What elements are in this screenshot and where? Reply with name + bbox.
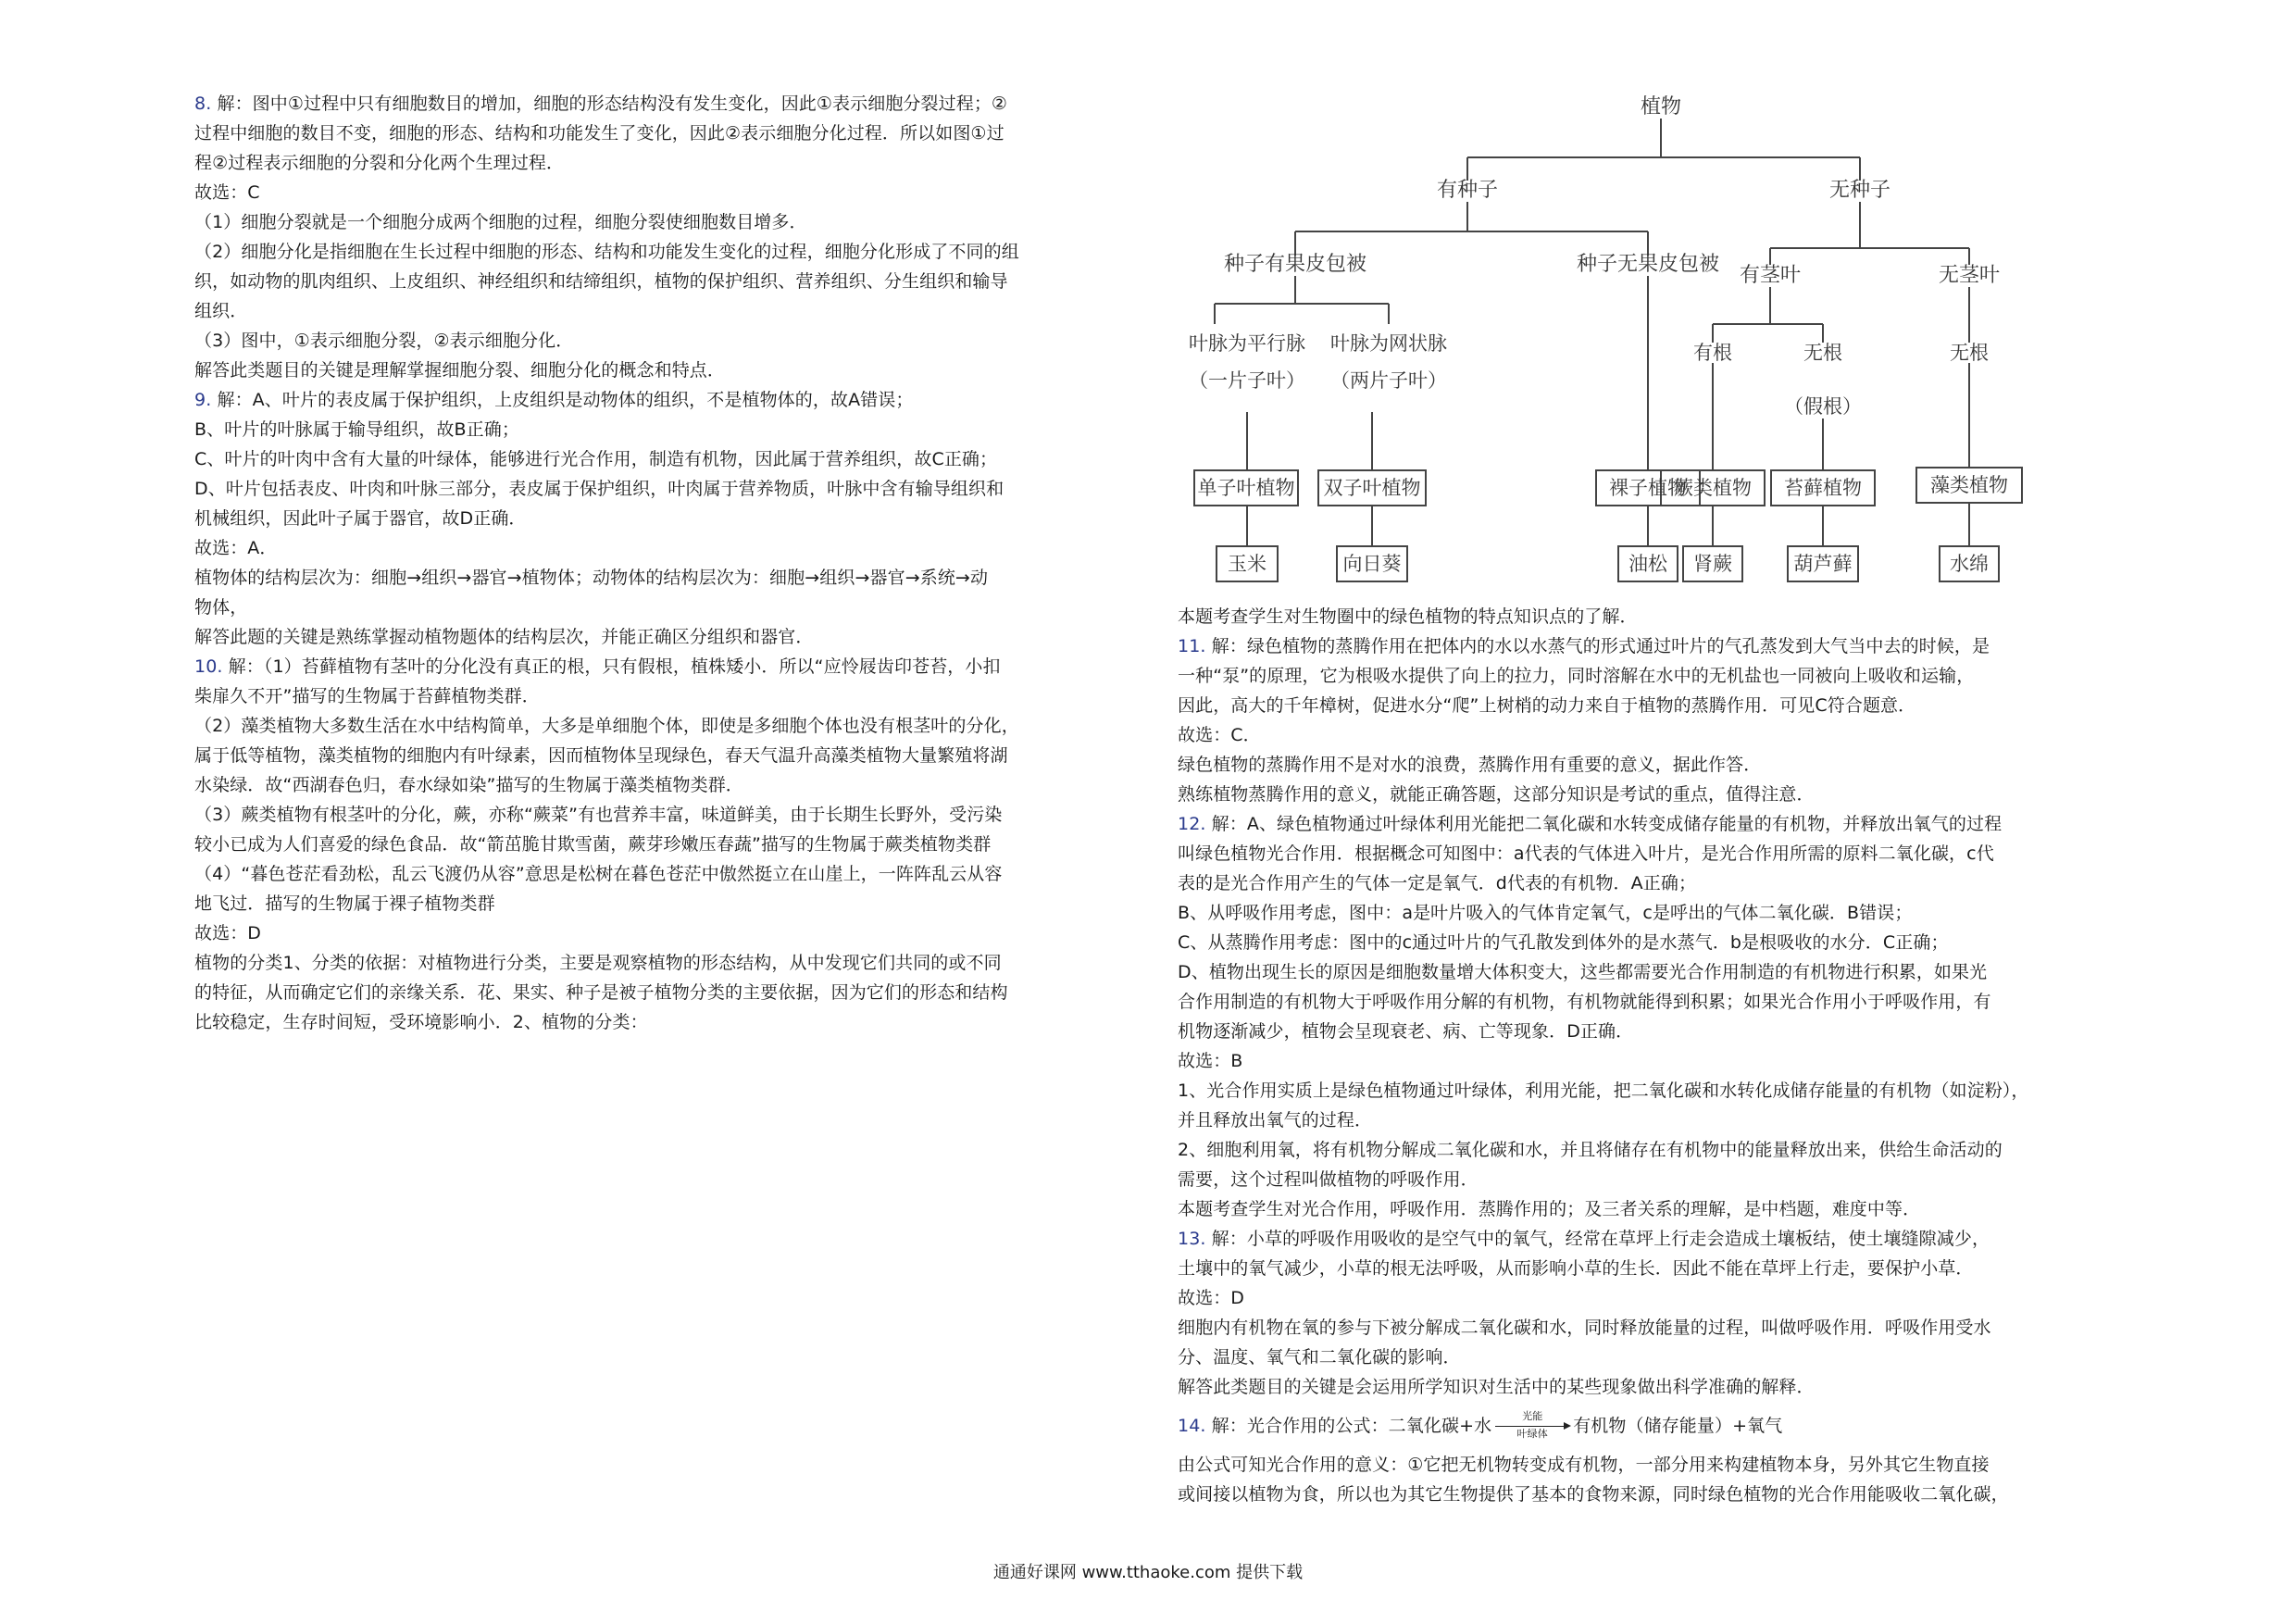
text-line <box>1178 1283 2131 1313</box>
line-text: 绿色植物的蒸腾作用不是对水的浪费，蒸腾作用有重要的意义，据此作答． <box>1178 755 1762 775</box>
text-line <box>194 622 1139 652</box>
group-boxes <box>1194 468 2022 506</box>
text-line <box>194 444 1139 474</box>
text-line <box>194 948 1139 978</box>
line-text: 熟练植物蒸腾作用的意义，就能正确答题，这部分知识是考试的重点，值得注意． <box>1178 784 1815 805</box>
text-line <box>194 800 1139 830</box>
text-line <box>1178 1224 2131 1254</box>
line-text: 解答此类题目的关键是会运用所学知识对生活中的某些现象做出科学准确的解释． <box>1178 1377 1815 1397</box>
text-line <box>1178 661 2131 691</box>
text-line <box>194 1007 1139 1037</box>
tree-net: 叶脉为网状脉 <box>1330 332 1447 355</box>
text-line <box>194 207 1139 237</box>
line-text: 故选：D <box>194 923 262 943</box>
text-line <box>194 770 1139 800</box>
line-text: 土壤中的氧气减少，小草的根无法呼吸，从而影响小草的生长．因此不能在草坪上行走，要保护小草． <box>1178 1258 1974 1279</box>
text-line <box>1178 1313 2131 1343</box>
line-text: 1、光合作用实质上是绿色植物通过叶绿体，利用光能，把二氧化碳和水转化成储存能量的有机物（如淀粉）， <box>1178 1081 2029 1101</box>
text-line <box>194 918 1139 948</box>
question-number: 12. <box>1178 814 1206 834</box>
line-text: 植物的分类1、分类的依据：对植物进行分类，主要是观察植物的形态结构，从中发现它们共同的或不同 <box>194 953 1002 973</box>
example-pine: 油松 <box>1628 553 1667 575</box>
line-text: 属于低等植物，藻类植物的细胞内有叶绿素，因而植物体呈现绿色，春天气温升高藻类植物大量繁殖将湖 <box>194 745 1008 766</box>
reaction-arrow <box>1495 1409 1569 1442</box>
line-text: 故选：C <box>194 182 260 203</box>
line-text: 2、细胞利用氧，将有机物分解成二氧化碳和水，并且将储存在有机物中的能量释放出来，供给生命活动的 <box>1178 1140 2003 1160</box>
tree-stemleaf: 有茎叶 <box>1739 264 1802 287</box>
question-number: 10. <box>194 656 223 677</box>
text-line <box>1178 1046 2131 1076</box>
text-line <box>1178 1194 2131 1224</box>
text-line <box>1178 928 2131 957</box>
text-line <box>1178 750 2131 780</box>
line-text: 解：小草的呼吸作用吸收的是空气中的氧气，经常在草坪上行走会造成土壤板结，使土壤缝隙减少， <box>1205 1229 1990 1249</box>
tree-angio: 种子有果皮包被 <box>1223 253 1367 276</box>
text-line <box>194 681 1139 711</box>
page-footer: 通通好课网 www.tthaoke.com 提供下载 <box>992 1563 1304 1582</box>
group-gymnosperm: 裸子植物 <box>1609 477 1687 499</box>
line-text: 故选：C． <box>1178 725 1261 745</box>
line-text: （1）细胞分裂就是一个细胞分成两个细胞的过程，细胞分裂使细胞数目增多． <box>194 212 807 232</box>
text-line <box>1178 1165 2131 1194</box>
line-text: 并且释放出氧气的过程． <box>1178 1110 1373 1131</box>
text-line <box>1178 839 2131 868</box>
text-line <box>1178 1106 2131 1135</box>
q14-prefix: 解：光合作用的公式：二氧化碳+水 <box>1205 1416 1492 1436</box>
text-line <box>194 504 1139 533</box>
line-text: 本题考查学生对生物圈中的绿色植物的特点知识点的了解． <box>1178 606 1638 627</box>
example-fern: 肾蕨 <box>1693 553 1732 575</box>
tree-parallel: 叶脉为平行脉 <box>1189 332 1305 355</box>
text-line <box>194 474 1139 504</box>
line-text: 水染绿．故“西湖春色归，春水绿如染”描写的生物属于藻类植物类群． <box>194 775 743 795</box>
tree-root: 植物 <box>1640 95 1682 119</box>
text-line <box>1178 898 2131 928</box>
text-line <box>1178 720 2131 750</box>
group-dicot: 双子叶植物 <box>1323 477 1421 499</box>
tree-parallel-sub: （一片子叶） <box>1189 369 1305 392</box>
line-text: 组织． <box>194 301 248 321</box>
text-line <box>194 593 1139 622</box>
line-text: 织，如动物的肌肉组织、上皮组织、神经组织和结缔组织，植物的保护组织、营养组织、分生组织和输导 <box>194 271 1008 292</box>
line-text: 或间接以植物为食，所以也为其它生物提供了基本的食物来源，同时绿色植物的光合作用能吸收二氧化碳， <box>1178 1484 2009 1505</box>
line-text: 需要，这个过程叫做植物的呼吸作用． <box>1178 1169 1479 1190</box>
right-column <box>1178 602 2131 1509</box>
tree-root-none: 无根 <box>1950 342 1989 364</box>
text-line <box>1178 1343 2131 1372</box>
tree-root-no-sub: （假根） <box>1784 395 1862 418</box>
text-line <box>194 830 1139 859</box>
example-corn: 玉米 <box>1228 553 1267 575</box>
text-line <box>194 356 1139 385</box>
line-text: 植物体的结构层次为：细胞→组织→器官→植物体；动物体的结构层次为：细胞→组织→器官→系统→动 <box>194 568 989 588</box>
text-line <box>194 178 1139 207</box>
text-line <box>194 267 1139 296</box>
text-line <box>1178 957 2131 987</box>
line-text: （2）藻类植物大多数生活在水中结构简单，大多是单细胞个体，即使是多细胞个体也没有根茎叶的分化， <box>194 716 1019 736</box>
line-text: 故选：A． <box>194 538 278 558</box>
text-line <box>194 119 1139 148</box>
tree-gymno: 种子无果皮包被 <box>1576 253 1720 276</box>
line-text: 过程中细胞的数目不变，细胞的形态、结构和功能发生了变化，因此②表示细胞分化过程．所以如图①过 <box>194 123 1004 144</box>
line-text: 解：图中①过程中只有细胞数目的增加，细胞的形态结构没有发生变化，因此①表示细胞分裂过程；② <box>211 94 1008 114</box>
text-line <box>1178 631 2131 661</box>
line-text: 由公式可知光合作用的意义：①它把无机物转变成有机物，一部分用来构建植物本身，另外其它生物直接 <box>1178 1455 1990 1475</box>
text-line <box>194 889 1139 918</box>
text-line <box>1178 1135 2131 1165</box>
arrow-condition-light: 光能 <box>1522 1409 1543 1422</box>
question-number: 8. <box>194 94 212 114</box>
line-text: （4）“暮色苍茫看劲松，乱云飞渡仍从容”意思是松树在暮色苍茫中傲然挺立在山崖上，一阵阵乱云从容 <box>194 864 1003 884</box>
example-boxes <box>1217 546 1999 581</box>
line-text: 程②过程表示细胞的分裂和分化两个生理过程． <box>194 153 565 173</box>
q14-formula-line <box>1178 1407 2131 1444</box>
line-text: 分、温度、氧气和二氧化碳的影响． <box>1178 1347 1461 1368</box>
text-line <box>194 415 1139 444</box>
text-line <box>1178 809 2131 839</box>
q14-number: 14. <box>1178 1416 1206 1436</box>
line-text: 故选：B <box>1178 1051 1243 1071</box>
line-text: D、叶片包括表皮、叶肉和叶脉三部分，表皮属于保护组织，叶肉属于营养物质，叶脉中含有输导组织和 <box>194 479 1004 499</box>
left-column <box>194 89 1139 1037</box>
line-text: 较小已成为人们喜爱的绿色食品．故“箭茁脆甘欺雪菌，蕨芽珍嫩压春蔬”描写的生物属于蕨类植物类群 <box>194 834 992 855</box>
q14-suffix: 有机物（储存能量）+氧气 <box>1573 1416 1783 1436</box>
arrow-condition-chloroplast: 叶绿体 <box>1516 1427 1548 1440</box>
text-line <box>1178 691 2131 720</box>
line-text: 物体， <box>194 597 248 618</box>
text-line <box>1178 1254 2131 1283</box>
tree-net-sub: （两片子叶） <box>1330 369 1447 392</box>
tree-root-no: 无根 <box>1803 342 1842 364</box>
text-line <box>194 296 1139 326</box>
text-line <box>194 533 1139 563</box>
line-text: 比较稳定，生存时间短，受环境影响小．2、植物的分类： <box>194 1012 648 1032</box>
text-line <box>194 237 1139 267</box>
line-text: 叫绿色植物光合作用．根据概念可知图中：a代表的气体进入叶片，是光合作用所需的原料二氧化碳，c代 <box>1178 843 1994 864</box>
line-text: 解：A、叶片的表皮属于保护组织，上皮组织是动物体的组织，不是植物体的，故A错误； <box>211 390 914 410</box>
line-text: 地飞过．描写的生物属于裸子植物类群 <box>194 893 495 914</box>
text-line <box>1178 1450 2131 1480</box>
tree-nostemleaf: 无茎叶 <box>1938 264 2001 287</box>
line-text: 表的是光合作用产生的气体一定是氧气．d代表的有机物．A正确； <box>1178 873 1697 893</box>
text-line <box>1178 987 2131 1017</box>
line-text: 本题考查学生对光合作用，呼吸作用．蒸腾作用的；及三者关系的理解，是中档题，难度中等． <box>1178 1199 1921 1219</box>
text-line <box>194 148 1139 178</box>
example-moss: 葫芦藓 <box>1793 553 1853 575</box>
text-line <box>1178 780 2131 809</box>
line-text: 解：（1）苔藓植物有茎叶的分化没有真正的根，只有假根，植株矮小．所以“应怜屐齿印苍苔，小扣 <box>222 656 1001 677</box>
text-line <box>194 563 1139 593</box>
text-line <box>194 978 1139 1007</box>
example-sunflower: 向日葵 <box>1342 553 1402 575</box>
line-text: 解：绿色植物的蒸腾作用在把体内的水以水蒸气的形式通过叶片的气孔蒸发到大气当中去的时候，是 <box>1205 636 1990 656</box>
question-number: 9. <box>194 390 212 410</box>
plant-classification-diagram <box>1178 93 2131 611</box>
line-text: 因此，高大的千年樟树，促进水分“爬”上树梢的动力来自于植物的蒸腾作用．可见C符合题意． <box>1178 695 1916 716</box>
line-text: 机物逐渐减少，植物会呈现衰老、病、亡等现象．D正确． <box>1178 1021 1634 1042</box>
line-text: （3）蕨类植物有根茎叶的分化，蕨，亦称“蕨菜”有也营养丰富，味道鲜美，由于长期生长野外，受污染 <box>194 805 1003 825</box>
line-text: C、从蒸腾作用考虑：图中的c通过叶片的气孔散发到体外的是水蒸气．b是根吸收的水分．C正确； <box>1178 932 1949 953</box>
tree-noseed: 无种子 <box>1828 179 1891 202</box>
group-fern: 蕨类植物 <box>1674 477 1752 499</box>
text-line <box>1178 1372 2131 1402</box>
text-line <box>1178 602 2131 631</box>
line-text: C、叶片的叶肉中含有大量的叶绿体，能够进行光合作用，制造有机物，因此属于营养组织，故C正确； <box>194 449 998 469</box>
line-text: 的特征，从而确定它们的亲缘关系．花、果实、种子是被子植物分类的主要依据，因为它们的形态和结构 <box>194 982 1008 1003</box>
text-line <box>194 652 1139 681</box>
line-text: 机械组织，因此叶子属于器官，故D正确． <box>194 508 527 529</box>
text-line <box>1178 1480 2131 1509</box>
example-spirogyra: 水绵 <box>1950 553 1989 575</box>
group-moss: 苔藓植物 <box>1784 477 1862 499</box>
line-text: 合作用制造的有机物大于呼吸作用分解的有机物，有机物就能得到积累；如果光合作用小于呼吸作用，有 <box>1178 992 1991 1012</box>
line-text: 解答此题的关键是熟练掌握动植物题体的结构层次，并能正确区分组织和器官． <box>194 627 814 647</box>
text-line <box>194 326 1139 356</box>
question-number: 13. <box>1178 1229 1206 1249</box>
line-text: B、从呼吸作用考虑，图中：a是叶片吸入的气体肯定氧气，c是呼出的气体二氧化碳．B错误； <box>1178 903 1913 923</box>
line-text: 解：A、绿色植物通过叶绿体利用光能把二氧化碳和水转变成储存能量的有机物，并释放出氧气的过程 <box>1205 814 2003 834</box>
line-text: D、植物出现生长的原因是细胞数量增大体积变大，这些都需要光合作用制造的有机物进行积累，如果光 <box>1178 962 1988 982</box>
line-text: （2）细胞分化是指细胞在生长过程中细胞的形态、结构和功能发生变化的过程，细胞分化形成了不同的组 <box>194 242 1019 262</box>
line-text: 一种“泵”的原理，它为根吸水提供了向上的拉力，同时溶解在水中的无机盐也一同被向上吸收和运输， <box>1178 666 1975 686</box>
text-line <box>194 385 1139 415</box>
text-line <box>194 711 1139 741</box>
question-number: 11. <box>1178 636 1206 656</box>
text-line <box>194 741 1139 770</box>
line-text: 柴扉久不开”描写的生物属于苔藓植物类群． <box>194 686 540 706</box>
line-text: 细胞内有机物在氧的参与下被分解成二氧化碳和水，同时释放能量的过程，叫做呼吸作用．呼吸作用受水 <box>1178 1318 1991 1338</box>
text-line <box>1178 1017 2131 1046</box>
group-monocot: 单子叶植物 <box>1197 477 1295 499</box>
group-algae: 藻类植物 <box>1930 474 2008 496</box>
tree-seed: 有种子 <box>1436 179 1499 202</box>
line-text: 故选：D <box>1178 1288 1245 1308</box>
text-line <box>1178 1076 2131 1106</box>
line-text: 解答此类题目的关键是理解掌握细胞分裂、细胞分化的概念和特点． <box>194 360 726 381</box>
tree-root-yes: 有根 <box>1693 342 1732 364</box>
text-line <box>194 89 1139 119</box>
text-line <box>1178 868 2131 898</box>
line-text: B、叶片的叶脉属于输导组织，故B正确； <box>194 419 519 440</box>
text-line <box>194 859 1139 889</box>
line-text: （3）图中，①表示细胞分裂，②表示细胞分化． <box>194 331 574 351</box>
